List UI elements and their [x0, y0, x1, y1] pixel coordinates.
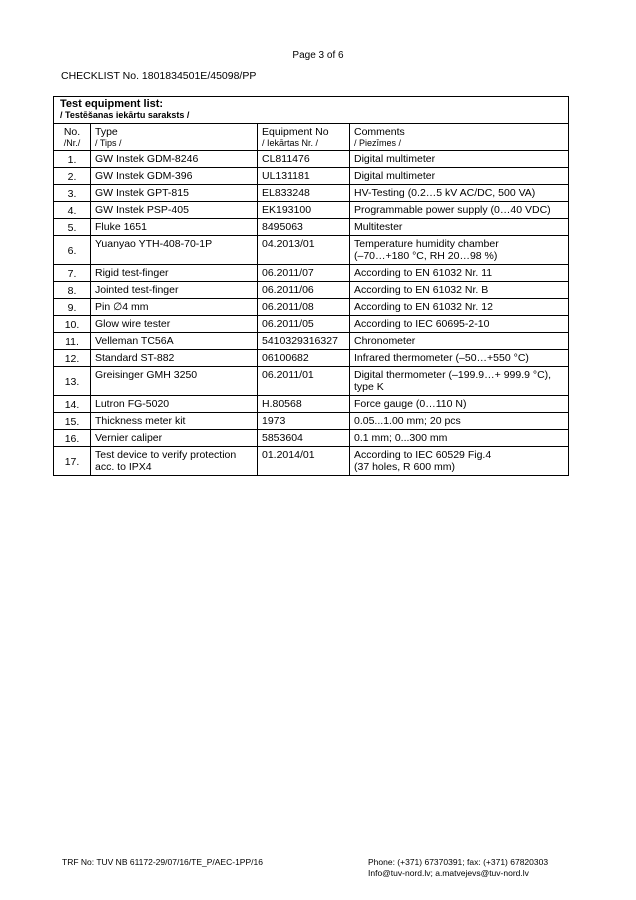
row-type-text: Thickness meter kit [95, 415, 186, 427]
page-number: Page 3 of 6 [292, 50, 344, 61]
row-comments [350, 236, 569, 265]
table-title-row [54, 97, 569, 124]
row-comments-text: Digital multimeter [354, 153, 436, 165]
row-number [54, 350, 91, 367]
row-number-text: 16. [64, 433, 80, 445]
row-number-text: 9. [67, 302, 77, 314]
row-number-text: 1. [67, 154, 77, 166]
row-comments [350, 367, 569, 396]
row-number [54, 430, 91, 447]
table-row [54, 333, 569, 350]
row-comments [350, 282, 569, 299]
row-number-text: 11. [65, 336, 79, 348]
row-type [91, 430, 258, 447]
row-comments-text: Force gauge (0…110 N) [354, 398, 467, 410]
header-equipment-sublabel: / Iekārtas Nr. / [262, 138, 319, 148]
table-row [54, 236, 569, 265]
row-type-text: Vernier caliper [95, 432, 163, 444]
row-equipment-no-text: 06.2011/08 [262, 301, 314, 313]
row-comments [350, 447, 569, 476]
table-row [54, 168, 569, 185]
row-comments-text: According to IEC 60695-2-10 [354, 318, 490, 330]
row-comments [350, 413, 569, 430]
row-equipment-no [258, 265, 350, 282]
row-type [91, 151, 258, 168]
row-number-text: 8. [67, 285, 77, 297]
row-number [54, 265, 91, 282]
row-equipment-no-text: UL131181 [262, 170, 310, 182]
row-comments [350, 430, 569, 447]
header-type-sublabel: / Tips / [95, 138, 122, 148]
table-row [54, 413, 569, 430]
row-equipment-no-text: 1973 [262, 415, 286, 427]
row-type-text: Lutron FG-5020 [95, 398, 170, 410]
row-equipment-no-text: 01.2014/01 [262, 449, 315, 461]
row-number-text: 10. [64, 319, 80, 331]
row-number [54, 299, 91, 316]
row-equipment-no-text: EL833248 [262, 187, 310, 199]
row-equipment-no [258, 282, 350, 299]
table-row [54, 151, 569, 168]
row-type-text: Yuanyao YTH-408-70-1P [95, 238, 213, 250]
row-type-text: Greisinger GMH 3250 [95, 369, 198, 381]
header-type-label: Type [95, 126, 118, 138]
row-type [91, 316, 258, 333]
row-number [54, 236, 91, 265]
row-equipment-no [258, 185, 350, 202]
row-equipment-no [258, 219, 350, 236]
row-type-text: Rigid test-finger [95, 267, 169, 279]
row-type-text: GW Instek GDM-396 [95, 170, 193, 182]
row-equipment-no-text: 04.2013/01 [262, 238, 315, 250]
row-comments [350, 265, 569, 282]
table-row [54, 350, 569, 367]
row-type-text: Fluke 1651 [95, 221, 147, 233]
row-comments-text: According to EN 61032 Nr. 11 [354, 267, 493, 279]
row-equipment-no [258, 299, 350, 316]
row-number-text: 12. [64, 353, 80, 365]
table-row [54, 430, 569, 447]
row-equipment-no [258, 350, 350, 367]
row-comments [350, 316, 569, 333]
footer-email: Info@tuv-nord.lv; a.matvejevs@tuv-nord.lv [368, 868, 529, 878]
equipment-table [53, 96, 569, 476]
row-type [91, 413, 258, 430]
row-equipment-no-text: 5410329316327 [262, 335, 338, 347]
footer-contact [368, 857, 548, 879]
row-number-text: 13. [64, 376, 80, 388]
row-number [54, 396, 91, 413]
row-comments [350, 396, 569, 413]
row-type-text: Glow wire tester [95, 318, 171, 330]
row-comments [350, 202, 569, 219]
row-type-text: Jointed test-finger [95, 284, 179, 296]
header-comments-label: Comments [354, 126, 405, 138]
row-type-text: Velleman TC56A [95, 335, 174, 347]
row-type [91, 219, 258, 236]
table-header-row [54, 124, 569, 151]
row-type-text: GW Instek PSP-405 [95, 204, 189, 216]
row-type [91, 333, 258, 350]
row-equipment-no [258, 396, 350, 413]
row-type [91, 396, 258, 413]
row-comments-text: According to IEC 60529 Fig.4 [354, 449, 492, 461]
table-subtitle: / Testēšanas iekārtu saraksts / [60, 110, 190, 120]
row-number-text: 17. [64, 456, 80, 468]
row-comments [350, 299, 569, 316]
row-equipment-no-text: 06.2011/07 [262, 267, 314, 279]
header-type [91, 124, 258, 151]
row-type [91, 168, 258, 185]
table-title: Test equipment list: [60, 98, 164, 110]
row-comments-line2: type K [354, 381, 384, 393]
row-type [91, 282, 258, 299]
row-equipment-no [258, 202, 350, 219]
row-comments-text: Infrared thermometer (–50…+550 °C) [354, 352, 529, 364]
row-comments-text: According to EN 61032 Nr. 12 [354, 301, 493, 313]
header-comments [350, 124, 569, 151]
row-equipment-no-text: 06100682 [262, 352, 309, 364]
row-equipment-no-text: H.80568 [262, 398, 302, 410]
header-no-label: No. [63, 126, 81, 138]
row-type [91, 185, 258, 202]
row-number [54, 168, 91, 185]
row-equipment-no [258, 413, 350, 430]
row-comments-text: Digital thermometer (–199.9…+ 999.9 °C), [354, 369, 552, 381]
table-row [54, 265, 569, 282]
row-type [91, 367, 258, 396]
footer-phone: Phone: (+371) 67370391; fax: (+371) 67820303 [368, 857, 549, 867]
row-number-text: 14. [64, 399, 80, 411]
row-number [54, 413, 91, 430]
row-comments-text: Digital multimeter [354, 170, 436, 182]
row-type [91, 447, 258, 476]
row-number [54, 367, 91, 396]
row-equipment-no-text: EK193100 [262, 204, 312, 216]
row-number-text: 5. [67, 222, 77, 234]
table-row [54, 185, 569, 202]
row-type [91, 299, 258, 316]
row-equipment-no-text: 06.2011/06 [262, 284, 314, 296]
footer-trf: TRF No: TUV NB 61172-29/07/16/TE_P/AEC-1PP/16 [62, 857, 263, 867]
table-row [54, 299, 569, 316]
row-equipment-no [258, 168, 350, 185]
row-type-text: Standard ST-882 [95, 352, 175, 364]
row-comments-text: Multitester [354, 221, 403, 233]
row-equipment-no [258, 447, 350, 476]
row-type-text: GW Instek GDM-8246 [95, 153, 199, 165]
row-equipment-no-text: 8495063 [262, 221, 303, 233]
row-comments [350, 350, 569, 367]
row-type [91, 350, 258, 367]
row-comments-text: HV-Testing (0.2…5 kV AC/DC, 500 VA) [354, 187, 536, 199]
row-equipment-no-text: 5853604 [262, 432, 303, 444]
row-comments-text: Programmable power supply (0…40 VDC) [354, 204, 551, 216]
row-number [54, 447, 91, 476]
header-equipment [258, 124, 350, 151]
row-number [54, 202, 91, 219]
table-row [54, 447, 569, 476]
row-comments-text: 0.1 mm; 0...300 mm [354, 432, 448, 444]
row-number [54, 333, 91, 350]
row-comments [350, 333, 569, 350]
row-type [91, 265, 258, 282]
row-number-text: 15. [64, 416, 80, 428]
row-comments-text: Chronometer [354, 335, 416, 347]
header-equipment-label: Equipment No [262, 126, 329, 138]
row-comments [350, 168, 569, 185]
row-number [54, 219, 91, 236]
row-equipment-no-text: CL811476 [262, 153, 310, 165]
row-comments-line2: (–70…+180 °C, RH 20…98 %) [354, 250, 498, 262]
table-row [54, 202, 569, 219]
row-equipment-no [258, 367, 350, 396]
row-equipment-no [258, 151, 350, 168]
row-comments-text: According to EN 61032 Nr. B [354, 284, 489, 296]
table-row [54, 367, 569, 396]
row-comments [350, 151, 569, 168]
table-title-cell [54, 97, 569, 124]
row-comments [350, 185, 569, 202]
row-number-text: 4. [67, 205, 77, 217]
row-number-text: 7. [67, 268, 77, 280]
header-comments-sublabel: / Piezīmes / [354, 138, 402, 148]
row-equipment-no [258, 236, 350, 265]
row-equipment-no-text: 06.2011/01 [262, 369, 314, 381]
row-comments-text: Temperature humidity chamber [354, 238, 499, 250]
row-type-text: Pin ∅4 mm [95, 301, 149, 313]
row-equipment-no [258, 316, 350, 333]
row-equipment-no [258, 333, 350, 350]
row-type [91, 202, 258, 219]
row-comments-line2: (37 holes, R 600 mm) [354, 461, 455, 473]
table-row [54, 282, 569, 299]
row-number [54, 282, 91, 299]
row-number [54, 151, 91, 168]
row-equipment-no [258, 430, 350, 447]
header-no [54, 124, 91, 151]
row-type-line2: acc. to IPX4 [95, 461, 152, 473]
row-number-text: 2. [67, 171, 77, 183]
table-row [54, 396, 569, 413]
row-type [91, 236, 258, 265]
row-equipment-no-text: 06.2011/05 [262, 318, 314, 330]
table-row [54, 316, 569, 333]
row-type-text: GW Instek GPT-815 [95, 187, 189, 199]
row-comments [350, 219, 569, 236]
header-no-sublabel: /Nr./ [63, 138, 81, 148]
table-row [54, 219, 569, 236]
row-number-text: 3. [67, 188, 77, 200]
checklist-number: CHECKLIST No. 1801834501E/45098/PP [61, 70, 257, 82]
row-number [54, 185, 91, 202]
row-number-text: 6. [67, 245, 77, 257]
row-comments-text: 0.05...1.00 mm; 20 pcs [354, 415, 461, 427]
row-number [54, 316, 91, 333]
row-type-text: Test device to verify protection [95, 449, 237, 461]
